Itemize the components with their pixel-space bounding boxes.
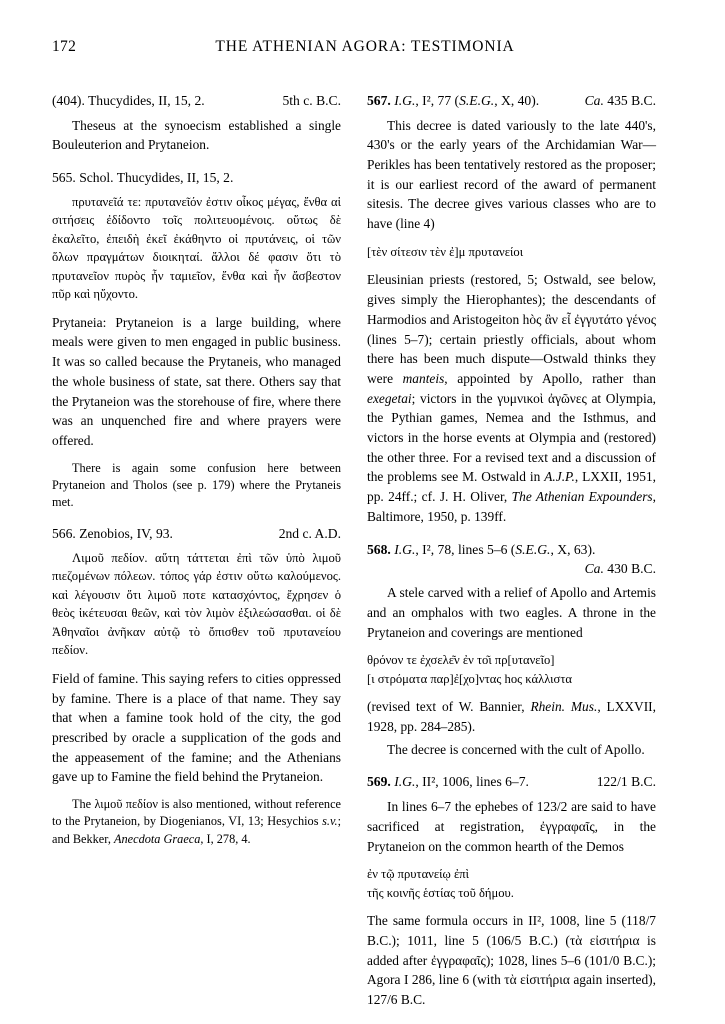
entry-566-date: 2nd c. A.D.: [278, 526, 341, 542]
entry-568-para2: (revised text of W. Bannier, Rhein. Mus., LXXVII, 1928, pp. 284–285).: [367, 699, 656, 735]
entry-567-heading: [367, 92, 656, 110]
entry-566-greek: Λιμοῦ πεδίον. αὕτη τάττεται ἐπὶ τῶν ὑπὸ λιμοῦ πιεζομένων πόλεων. τόπος γάρ ἐστιν οὕτω καλούμενος. καὶ λέγουσιν ὅτι λιμοῦ ποτε κατασχόντος, ἔχρησεν ὁ θεὸς ἱκέτευσαι θεῶν, καὶ τὸν λιμὸν ἐξιλεώσασθαι. οἱ δὲ Ἀθηναῖοι ἀνῆκαν αὐτῷ τὸ ὄπισθεν τοῦ πρυτανείου πεδίον.: [52, 550, 341, 658]
entry-567-greek-line: [τὲν σίτεσιν τὲν ἐ]μ πρυτανείοι: [367, 244, 524, 259]
entry-565-citation: 565. Schol. Thucydides, II, 15, 2.: [52, 170, 234, 186]
entry-565-translation: Prytaneia: Prytaneion is a large building, where meals were given to men engaged in public business. It was so called because the Prytaneis, who managed the whole business of state, sat there. Others say that the Prytaneion was the storehouse of fire, where there was an unquenched fire and where prayers were offered.: [52, 314, 341, 448]
entry-404-text: Theseus at the synoecism established a single Bouleuterion and Prytaneion.: [52, 117, 341, 153]
entry-567: [367, 92, 656, 527]
entry-565: [52, 169, 341, 511]
entry-568-citation: 568. I.G., I², 78, lines 5–6 (S.E.G., X, 63).: [367, 541, 596, 557]
entry-567-citation: 567. I.G., I², 77 (S.E.G., X, 40).: [367, 93, 540, 108]
running-head: [52, 38, 673, 56]
column-container: [52, 78, 673, 1019]
entry-569-date: 122/1 B.C.: [596, 774, 656, 790]
entry-404-citation: (404). Thucydides, II, 15, 2.: [52, 93, 205, 108]
entry-568-para3: The decree is concerned with the cult of Apollo.: [387, 741, 645, 757]
entry-567-para1: This decree is dated variously to the late 440's, 430's or the early years of the Archidamian War—Perikles has been tentatively restored as the proposer; it is our earliest record of the award of permanent sitesis. The decree gives various classes who are to have (line 4): [367, 117, 656, 232]
entry-569-para2: The same formula occurs in II², 1008, line 5 (118/7 B.C.); 1011, line 5 (106/5 B.C.) (τὰ εἰσιτήρια is added after ἐγγραφαῖς); 1028, lines 5–6 (101/0 B.C.); Agora I 286, line 6 (with τὰ εἰσιτήρια again inserted), 127/6 B.C.: [367, 913, 656, 1008]
entry-565-greek: πρυτανεῖά τε: πρυτανεῖόν ἐστιν οἶκος μέγας, ἔνθα αἱ σιτήσεις ἐδίδοντο τοῖς πολιτευομένοις. οὕτως δὲ ἐκαλεῖτο, ἐπειδὴ ἐκεῖ ἐκάθηντο οἱ πρυτάνεις, οἱ τῶν ὅλων πραγμάτων διοικηταί. ἄλλοι δέ φασιν ὅτι τὸ πρυτανεῖον πυρὸς ἦν ταμιεῖον, ἔνθα καὶ ἦν ἄσβεστον πῦρ καὶ ηὔχοντο.: [52, 194, 341, 302]
entry-568-greek-line-2: [ι στρόματα παρ]ἐ[χο]ντας hος κάλλιστα: [367, 671, 572, 686]
entry-566: [52, 525, 341, 848]
entry-568-date: Ca. 430 B.C.: [584, 561, 656, 577]
entry-568-heading: [367, 541, 656, 559]
entry-566-heading: [52, 525, 341, 543]
entry-404: [52, 92, 341, 155]
entry-566-citation: 566. Zenobios, IV, 93.: [52, 526, 173, 542]
entry-404-heading: [52, 92, 341, 110]
left-column: [52, 78, 341, 857]
entry-565-heading: [52, 169, 341, 187]
right-column: [367, 78, 656, 1019]
page-number: 172: [52, 38, 77, 55]
entry-565-note: There is again some confusion here between Prytaneion and Tholos (see p. 179) where the Prytaneis met.: [52, 460, 341, 510]
entry-569: [367, 773, 656, 1009]
entry-567-para2: Eleusinian priests (restored, 5; Ostwald, see below, gives simply the Hierophantes); the descendants of Harmodios and Aristogeiton hòς ἂν εἶ ἐγγυτάτο γένος (lines 5–7); certain priestly officials, about whom there has been much dispute—Ostwald thinks they were manteis, appointed by Apollo, rather than exegetai; victors in the γυμνικοὶ ἀγῶνες at Olympia, the Pythian games, Nemea and the Isthmus, and victors in the horse events at Olympia and (restored) the other three. For a revised text and a discussion of the problems see M. Ostwald in A.J.P., LXXII, 1951, pp. 24ff.; cf. J. H. Oliver, The Athenian Expounders, Baltimore, 1950, p. 139ff.: [367, 272, 656, 524]
entry-569-greek-line-2: τῆς κοινῆς ἑστίας τοῦ δήμου.: [367, 885, 514, 900]
entry-566-note: The λιμοῦ πεδίον is also mentioned, without reference to the Prytaneion, by Diogenianos, VI, 13; Hesychios s.v.; and Bekker, Anecdota Graeca, I, 278, 4.: [52, 797, 341, 846]
entry-568: [367, 541, 656, 760]
entry-404-date: 5th c. B.C.: [282, 93, 341, 108]
running-head-title: THE ATHENIAN AGORA: TESTIMONIA: [215, 38, 515, 55]
entry-568-greek-line-1: θρόνον τε ἐχσελε͂ν ἐν το͂ι πρ[υτανεῖο]: [367, 653, 555, 668]
entry-569-citation: 569. I.G., II², 1006, lines 6–7.: [367, 774, 529, 790]
entry-569-greek-line-1: ἐν τῷ πρυτανείῳ ἐπὶ: [367, 867, 470, 882]
entry-566-translation: Field of famine. This saying refers to cities oppressed by famine. There is a place of that name. They say that when a famine took hold of the city, the god prescribed by oracle a supplication of the gods and the appeasement of the famine; and the Athenians gave up to Famine the field behind the Prytaneion.: [52, 670, 341, 785]
entry-569-heading: [367, 773, 656, 791]
entry-569-para1: In lines 6–7 the ephebes of 123/2 are said to have sacrificed at registration, ἐγγραφαῖς, in the Prytaneion on the common hearth of the Demos: [367, 799, 656, 854]
entry-568-para1: A stele carved with a relief of Apollo and Artemis and an omphalos with two eagles. A throne in the Prytaneion and coverings are mentioned: [367, 585, 656, 640]
entry-567-date: Ca. 435 B.C.: [584, 93, 656, 108]
